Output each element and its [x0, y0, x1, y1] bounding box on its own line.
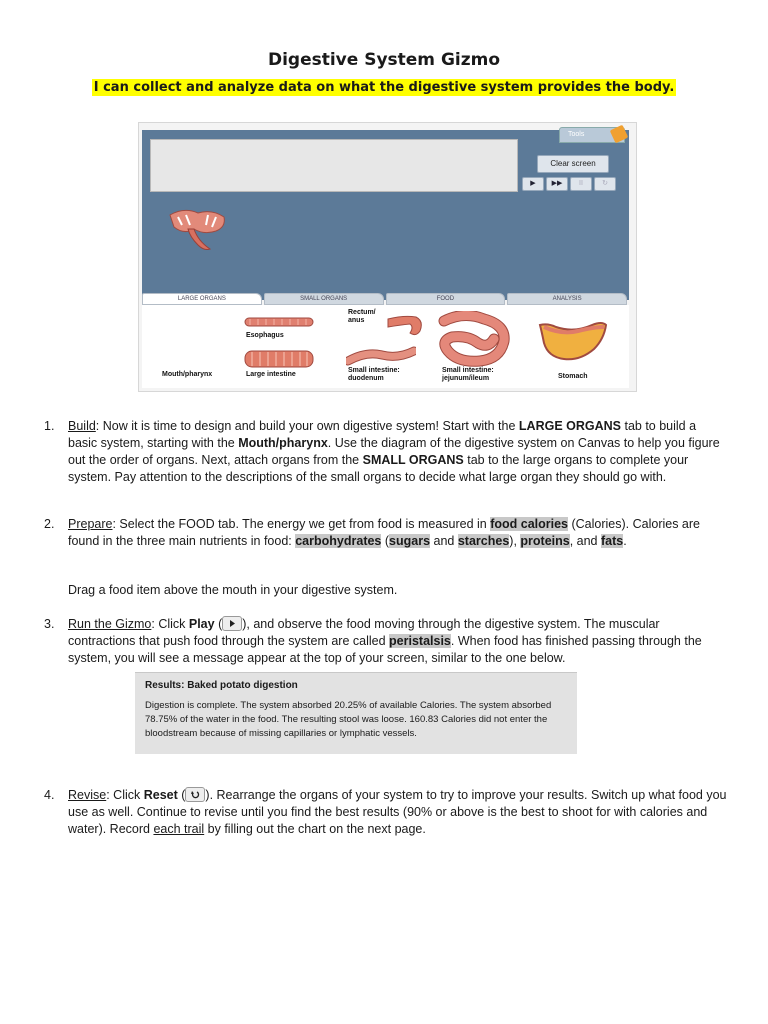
- esophagus-organ[interactable]: [244, 315, 314, 329]
- reset-icon: [185, 787, 205, 802]
- results-body: Digestion is complete. The system absorbed 20.25% of available Calories. The system absorbed 78.75% of the water in the food. The resulting stool was loose. 160.83 Calories did not enter the bloodstream because of missing capillaries or lymphatic vessels.: [145, 700, 552, 739]
- label-stomach: Stomach: [558, 373, 588, 380]
- clear-screen-button[interactable]: Clear screen: [537, 155, 609, 173]
- tab-food[interactable]: FOOD: [386, 293, 506, 305]
- step-prepare: Prepare: Select the FOOD tab. The energy we get from food is measured in food calories (Calories). Calories are found in the three main nutrients in food: carbohydrates (sugars and starches), proteins, and fats.: [68, 517, 700, 548]
- step-build: Build: Now it is time to design and build your own digestive system! Start with the LARGE ORGANS tab to build a basic system, starting with the Mouth/pharynx. Use the diagram of the digestive system on Canvas to help you figure out the order of organs. Next, attach organs from the SMALL ORGANS tab to the large organs to complete your system. Pay attention to the descriptions of the small organs to decide what large organ they should go with.: [68, 419, 720, 484]
- tools-label: Tools: [568, 131, 585, 138]
- tools-badge-icon: [610, 125, 629, 144]
- label-large-intestine: Large intestine: [246, 371, 296, 378]
- label-esophagus: Esophagus: [246, 332, 284, 339]
- page-title: Digestive System Gizmo: [267, 50, 501, 70]
- learning-target: I can collect and analyze data on what the digestive system provides the body.: [93, 80, 675, 95]
- step-number: 3.: [44, 617, 55, 631]
- rectum-organ[interactable]: [386, 311, 426, 337]
- play-icon: [222, 616, 242, 631]
- message-box: [150, 139, 518, 192]
- step-revise: Revise: Click Reset ( ). Rearrange the organs of your system to try to improve your results. Switch up what food you use as well. Continue to revise until you find the best results (90% or above is the best to shoot for with calories and water). Record each trail by filling out the chart on the next page.: [68, 788, 727, 836]
- jejunum-organ[interactable]: [434, 311, 514, 367]
- stomach-organ[interactable]: [538, 319, 608, 363]
- gizmo-screenshot: [138, 122, 637, 392]
- play-button[interactable]: ▶: [522, 177, 544, 191]
- playback-controls: [522, 177, 616, 191]
- label-mouth: Mouth/pharynx: [162, 371, 213, 378]
- results-message: [135, 672, 577, 754]
- tab-large-organs[interactable]: LARGE ORGANS: [142, 293, 262, 305]
- fast-forward-button[interactable]: ▶▶: [546, 177, 568, 191]
- tab-small-organs[interactable]: SMALL ORGANS: [264, 293, 384, 305]
- organ-palette: [142, 305, 629, 388]
- reset-button[interactable]: ↻: [594, 177, 616, 191]
- pause-button[interactable]: II: [570, 177, 592, 191]
- step-number: 2.: [44, 517, 55, 531]
- tools-tab[interactable]: [559, 127, 625, 143]
- step-number: 4.: [44, 788, 55, 802]
- tab-analysis[interactable]: ANALYSIS: [507, 293, 627, 305]
- label-rectum: Rectum/ anus: [348, 309, 376, 324]
- label-jejunum: Small intestine: jejunum/ileum: [442, 367, 494, 382]
- duodenum-organ[interactable]: [346, 345, 416, 367]
- mouth-organ-on-canvas[interactable]: [164, 205, 234, 253]
- label-duodenum: Small intestine: duodenum: [348, 367, 400, 382]
- step-number: 1.: [44, 419, 55, 433]
- gizmo-canvas: [142, 130, 629, 300]
- step-prepare-extra: Drag a food item above the mouth in your digestive system.: [68, 583, 398, 597]
- large-intestine-organ[interactable]: [244, 349, 314, 369]
- step-run: Run the Gizmo: Click Play ( ), and observe the food moving through the digestive system. The muscular contractions that push food through the system are called peristalsis. When food has finished passing through the system, you will see a message appear at the top of your screen, similar to the one below.: [68, 617, 702, 665]
- organ-tabs: [142, 293, 629, 305]
- results-heading: Results: Baked potato digestion: [145, 680, 298, 691]
